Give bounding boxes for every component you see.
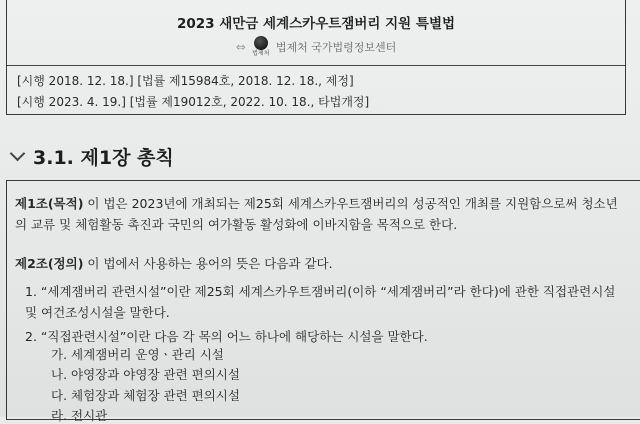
chevron-down-icon[interactable]: [10, 146, 26, 162]
law-header-box: [6, 0, 626, 115]
sub-item: 다. 체험장과 체험장 관련 편의시설: [51, 388, 240, 403]
article-2-text: 이 법에서 사용하는 용어의 뜻은 다음과 같다.: [83, 256, 333, 271]
law-title: 2023 새만금 세계스카우트잼버리 지원 특별법: [176, 16, 456, 32]
link-icon[interactable]: ⇔: [235, 40, 246, 54]
definition-item-2: 2. “직접관련시설”이란 다음 각 목의 어느 하나에 해당하는 시설을 말한다.: [25, 329, 428, 344]
source-line: [7, 36, 625, 58]
enforcement-line: [시행 2023. 4. 19.] [법률 제19012호, 2022. 10. 18., 타법개정]: [17, 95, 370, 109]
article-1: [15, 193, 625, 235]
articles-box: [6, 180, 640, 423]
definition-item-1: 1. “세계잼버리 관련시설”이란 제25회 세계스카우트잼버리(이하 “세계잼버리”라 한다)에 관한 직접관련시설 및 여건조성시설을 말한다.: [25, 284, 616, 320]
article-1-label: 제1조(목적): [15, 196, 84, 211]
sub-item: 라. 전시관: [51, 408, 108, 423]
government-emblem-icon: [252, 36, 270, 58]
source-name[interactable]: 법제처 국가법령정보센터: [275, 41, 397, 54]
section-heading[interactable]: [8, 143, 174, 170]
section-title: 3.1. 제1장 총칙: [33, 147, 174, 169]
enforcement-line: [시행 2018. 12. 18.] [법률 제15984호, 2018. 12. 18., 제정]: [17, 74, 354, 88]
article-1-text: 이 법은 2023년에 개최되는 제25회 세계스카우트잼버리의 성공적인 개최를 지원함으로써 청소년의 교류 및 체험활동 촉진과 국민의 여가활동 활성화에 이바지함을 목적으로 한다.: [15, 196, 618, 232]
emblem-label: 법제처: [252, 50, 270, 57]
header-divider: [7, 65, 625, 66]
article-2-label: 제2조(정의): [15, 256, 84, 271]
sub-item: 가. 세계잼버리 운영ㆍ관리 시설: [51, 347, 224, 362]
sub-item: 나. 야영장과 야영장 관련 편의시설: [51, 367, 240, 382]
article-2: [15, 253, 333, 274]
